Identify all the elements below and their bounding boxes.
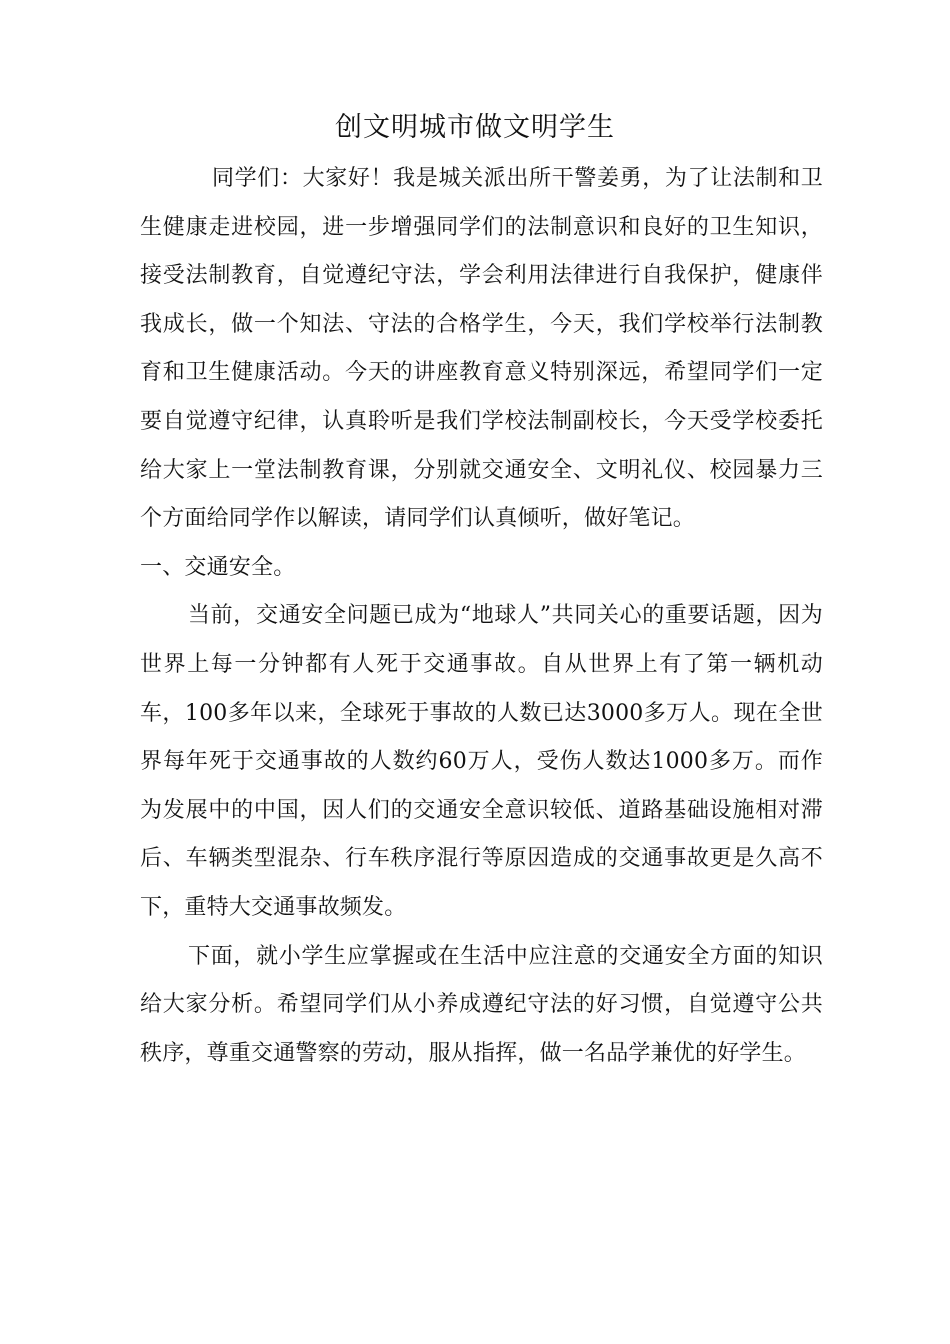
traffic-safety-paragraph: 当前，交通安全问题已成为“地球人”共同关心的重要话题，因为世界上每一分钟都有人死于交通事故。自从世界上有了第一辆机动车，100多年以来，全球死于事故的人数已达3000多万人。现在全世界每年死于交通事故的人数约60万人，受伤人数达1000多万。而作为发展中的中国，因人们的交通安全意识较低、道路基础设施相对滞后、车辆类型混杂、行车秩序混行等原因造成的交通事故更是久高不下，重特大交通事故频发。	[140, 603, 823, 920]
document-body	[140, 155, 823, 1078]
traffic-knowledge-paragraph: 下面，就小学生应掌握或在生活中应注意的交通安全方面的知识给大家分析。希望同学们从小养成遵纪守法的好习惯，自觉遵守公共秩序，尊重交通警察的劳动，服从指挥，做一名品学兼优的好学生。	[140, 943, 823, 1066]
document-title: 创文明城市做文明学生	[335, 112, 615, 143]
section-heading-traffic-safety: 一、交通安全。	[140, 554, 296, 580]
intro-paragraph: 同学们：大家好！我是城关派出所干警姜勇，为了让法制和卫生健康走进校园，进一步增强同学们的法制意识和良好的卫生知识，接受法制教育，自觉遵纪守法，学会利用法律进行自我保护，健康伴我成长，做一个知法、守法的合格学生，今天，我们学校举行法制教育和卫生健康活动。今天的讲座教育意义特别深远，希望同学们一定要自觉遵守纪律，认真聆听是我们学校法制副校长，今天受学校委托给大家上一堂法制教育课，分别就交通安全、文明礼仪、校园暴力三个方面给同学作以解读，请同学们认真倾听，做好笔记。	[140, 166, 823, 532]
